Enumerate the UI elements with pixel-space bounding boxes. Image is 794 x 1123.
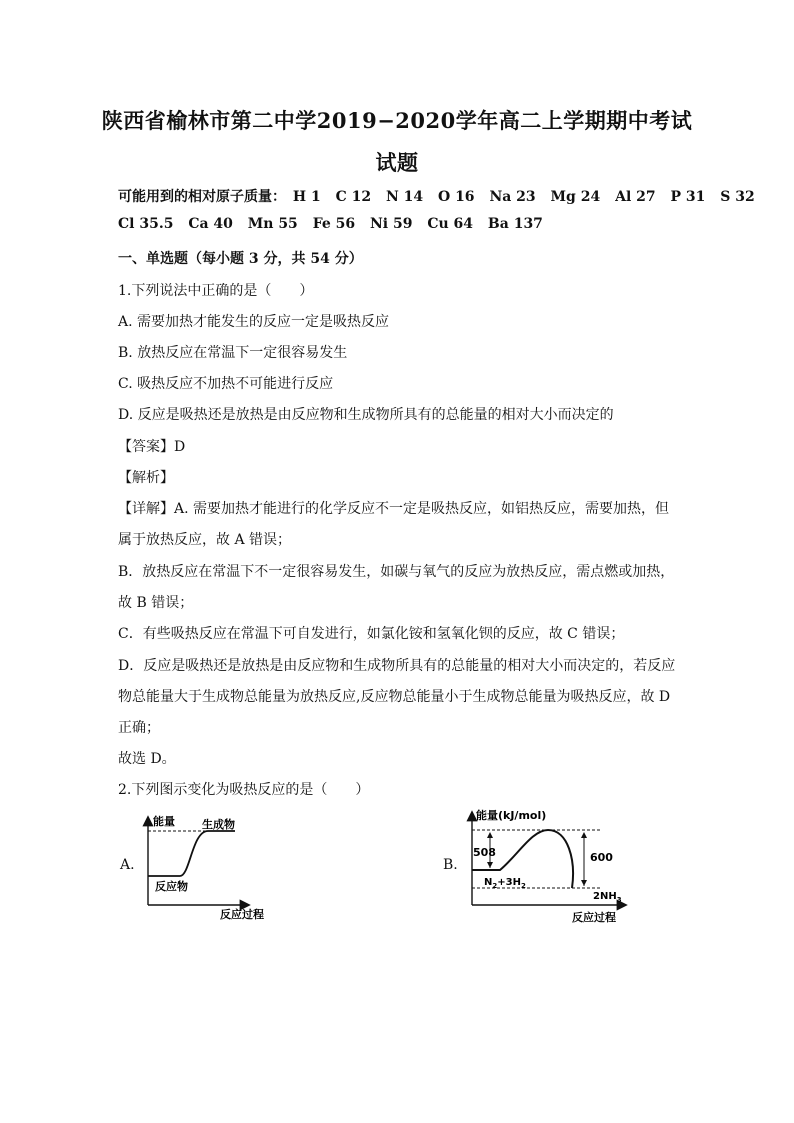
figure-a-x-axis-label: 反应过程 <box>220 908 264 921</box>
figure-b-label: B. <box>443 857 458 873</box>
explanation-line: 属于放热反应，故 A 错误； <box>118 532 292 548</box>
figure-b-reactants-label: $N_2+3H_2$ <box>484 877 526 890</box>
figure-b-600-label: 600 <box>590 851 613 864</box>
figure-a-products-label: 生成物 <box>202 818 235 831</box>
question-1-option-b: B. 放热反应在常温下一定很容易发生 <box>118 345 348 361</box>
explanation-line: C．有些吸热反应在常温下可自发进行，如氯化铵和氢氧化钡的反应，故 C 错误； <box>118 626 625 642</box>
figure-b-x-axis-label: 反应过程 <box>572 911 616 924</box>
atomic-mass: C 12 <box>335 189 372 205</box>
figure-b-products-label: $2NH_3$ <box>593 891 622 904</box>
atomic-mass: O 16 <box>438 189 475 205</box>
atomic-masses-label: 可能用到的相对原子质量： <box>118 189 286 205</box>
question-1-answer: 【答案】D <box>118 439 186 455</box>
atomic-mass: Mg 24 <box>550 189 601 205</box>
atomic-mass: H 1 <box>292 189 321 205</box>
figure-a-energy-diagram <box>140 810 280 925</box>
question-1-stem: 1.下列说法中正确的是（ ） <box>118 283 314 299</box>
question-1-option-d: D. 反应是吸热还是放热是由反应物和生成物所具有的总能量的相对大小而决定的 <box>118 407 614 423</box>
explanation-line: 【详解】A. 需要加热才能进行的化学反应不一定是吸热反应，如铝热反应，需要加热，但 <box>118 501 670 517</box>
figure-b <box>460 805 635 927</box>
section-header: 一、单选题（每小题 3 分，共 54 分） <box>118 251 363 267</box>
atomic-mass: Ca 40 <box>188 216 233 232</box>
atomic-mass: Cl 35.5 <box>118 216 174 232</box>
figure-b-energy-diagram <box>460 805 635 927</box>
explanation-line: 故 B 错误； <box>118 595 194 611</box>
figure-b-508-label: 508 <box>473 846 496 859</box>
atomic-mass: Fe 56 <box>312 216 356 232</box>
figure-b-y-axis-label: 能量(kJ/mol) <box>476 809 547 822</box>
document-title: 陕西省榆林市第二中学2019−2020学年高二上学期期中考试 <box>101 108 693 133</box>
atomic-masses-row-2 <box>118 216 688 232</box>
atomic-masses-row-1 <box>118 186 755 206</box>
question-1-option-a: A. 需要加热才能发生的反应一定是吸热反应 <box>118 314 390 330</box>
atomic-mass: S 32 <box>720 189 755 205</box>
figure-a-y-axis-label: 能量 <box>153 815 175 828</box>
explanation-line: 正确； <box>118 720 160 736</box>
explanation-line: B．放热反应在常温下不一定很容易发生，如碳与氧气的反应为放热反应，需点燃或加热， <box>118 564 675 580</box>
figure-a-label: A. <box>120 857 135 873</box>
explanation-line: D．反应是吸热还是放热是由反应物和生成物所具有的总能量的相对大小而决定的，若反应 <box>118 658 676 674</box>
figure-a-reactants-label: 反应物 <box>155 880 188 893</box>
atomic-mass: Cu 64 <box>427 216 474 232</box>
figure-a <box>140 810 280 925</box>
question-1-option-c: C. 吸热反应不加热不可能进行反应 <box>118 376 334 392</box>
atomic-mass: P 31 <box>670 189 706 205</box>
document-title-continued: 试题 <box>375 150 419 175</box>
atomic-mass: N 14 <box>385 189 424 205</box>
atomic-mass: Na 23 <box>489 189 536 205</box>
atomic-mass: Ni 59 <box>370 216 413 232</box>
explanation-line: 故选 D。 <box>118 751 176 767</box>
atomic-mass: Mn 55 <box>247 216 298 232</box>
atomic-mass: Ba 137 <box>487 216 543 232</box>
explanation-line: 物总能量大于生成物总能量为放热反应,反应物总能量小于生成物总能量为吸热反应，故 D <box>118 689 671 705</box>
question-2-stem: 2.下列图示变化为吸热反应的是（ ） <box>118 782 370 798</box>
figure-a-energy-curve <box>148 831 235 876</box>
atomic-mass: Al 27 <box>615 189 656 205</box>
question-1-analysis-label: 【解析】 <box>118 470 174 486</box>
